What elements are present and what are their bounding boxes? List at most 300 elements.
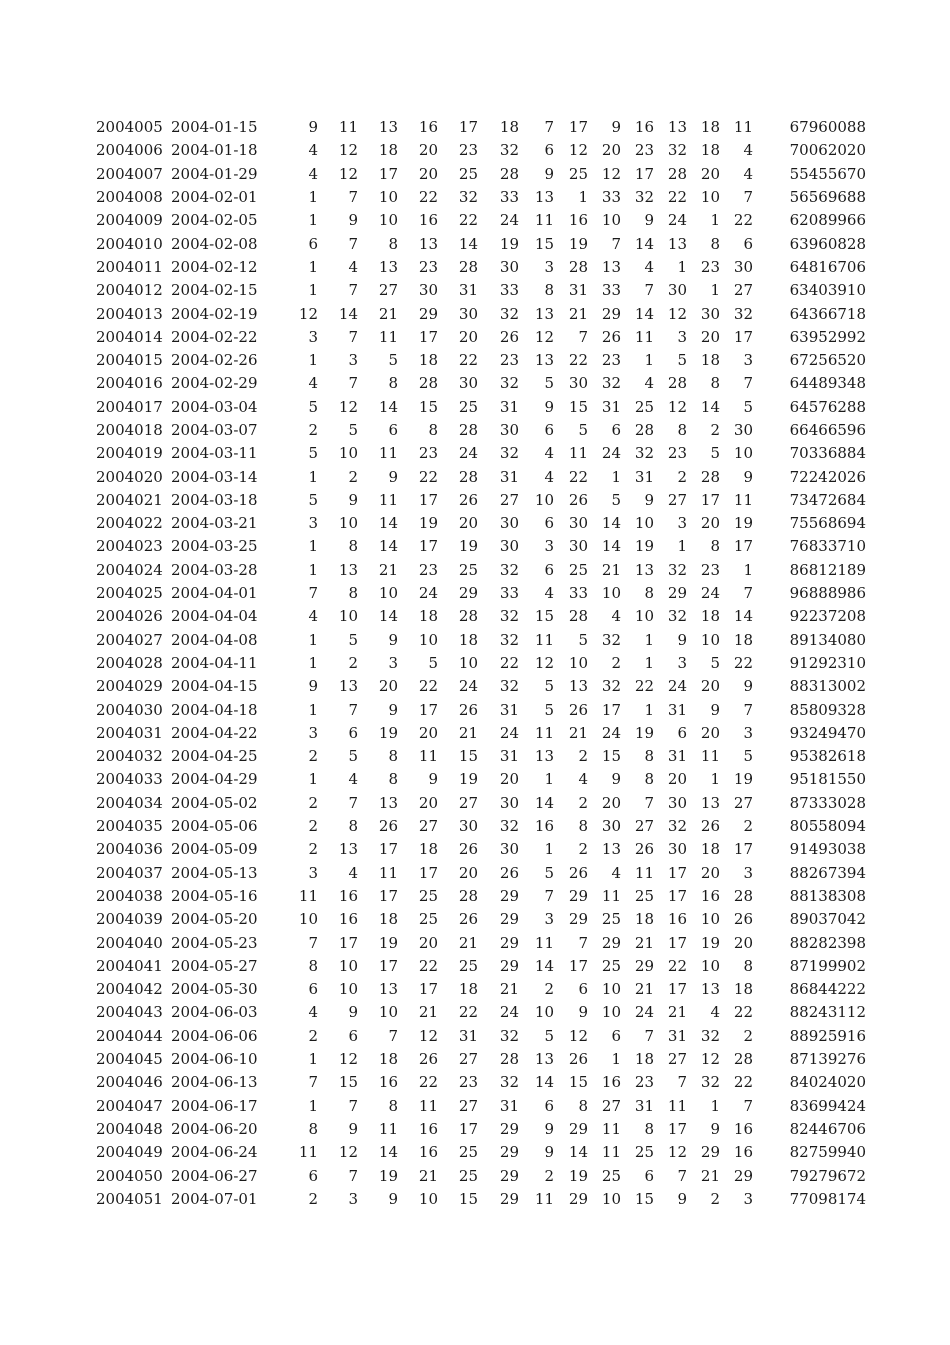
issue-number-cell: 2004030	[96, 700, 163, 719]
special-ball-cell: 13	[534, 188, 554, 207]
sales-amount-cell: 56569688	[789, 188, 866, 207]
order-5-cell: 1	[710, 1096, 720, 1115]
ball-6-cell: 33	[499, 281, 519, 300]
ball-4-cell: 20	[418, 723, 438, 742]
ball-4-cell: 11	[418, 1096, 438, 1115]
ball-2-cell: 8	[348, 584, 358, 603]
ball-4-cell: 17	[418, 700, 438, 719]
order-6-cell: 18	[733, 980, 753, 999]
ball-1-cell: 1	[308, 1096, 318, 1115]
ball-6-cell: 24	[499, 1003, 519, 1022]
order-6-cell: 20	[733, 933, 753, 952]
issue-number-cell: 2004031	[96, 723, 163, 742]
issue-number-cell: 2004018	[96, 421, 163, 439]
special-ball-cell: 4	[544, 584, 554, 603]
order-5-cell: 11	[700, 747, 720, 766]
order-5-cell: 18	[700, 351, 720, 370]
draw-date-cell: 2004-04-25	[171, 747, 258, 766]
order-1-cell: 29	[568, 886, 588, 905]
draw-date-cell: 2004-05-16	[171, 886, 258, 905]
order-4-cell: 21	[667, 1003, 687, 1022]
ball-4-cell: 20	[418, 141, 438, 160]
ball-1-cell: 2	[308, 747, 318, 766]
order-1-cell: 2	[578, 747, 588, 766]
ball-3-cell: 9	[388, 630, 398, 649]
order-2-cell: 12	[601, 164, 621, 183]
order-6-cell: 4	[743, 141, 753, 160]
sales-amount-cell: 64816706	[789, 257, 866, 276]
order-4-cell: 32	[667, 607, 687, 626]
order-3-cell: 6	[644, 1166, 654, 1185]
draw-date-cell: 2004-03-21	[171, 514, 258, 533]
order-4-cell: 17	[667, 886, 687, 905]
ball-3-cell: 26	[378, 817, 398, 836]
ball-1-cell: 5	[308, 490, 318, 509]
order-6-cell: 9	[743, 467, 753, 486]
ball-6-cell: 27	[499, 490, 519, 509]
ball-4-cell: 20	[418, 164, 438, 183]
order-3-cell: 8	[644, 770, 654, 789]
order-5-cell: 23	[700, 257, 720, 276]
ball-1-cell: 1	[308, 211, 318, 230]
order-3-cell: 1	[644, 351, 654, 370]
sales-amount-cell: 88267394	[789, 863, 866, 882]
ball-5-cell: 29	[458, 584, 478, 603]
order-4-cell: 20	[667, 770, 687, 789]
order-3-cell: 7	[644, 1026, 654, 1045]
draw-date-cell: 2004-02-29	[171, 374, 258, 393]
ball-1-cell: 2	[308, 1026, 318, 1045]
ball-3-cell: 17	[378, 886, 398, 905]
order-2-cell: 32	[601, 677, 621, 696]
order-5-cell: 17	[700, 490, 720, 509]
ball-3-cell: 8	[388, 374, 398, 393]
table-row	[96, 1164, 866, 1187]
order-3-cell: 21	[634, 980, 654, 999]
ball-2-cell: 10	[338, 980, 358, 999]
draw-date-cell: 2004-05-20	[171, 910, 258, 929]
ball-5-cell: 25	[458, 1143, 478, 1162]
ball-6-cell: 32	[499, 607, 519, 626]
sales-amount-cell: 75568694	[789, 514, 866, 533]
draw-date-cell: 2004-04-18	[171, 700, 258, 719]
ball-5-cell: 26	[458, 700, 478, 719]
order-1-cell: 28	[568, 257, 588, 276]
order-6-cell: 3	[743, 723, 753, 742]
order-3-cell: 4	[644, 257, 654, 276]
special-ball-cell: 4	[544, 467, 554, 486]
order-3-cell: 1	[644, 700, 654, 719]
special-ball-cell: 7	[544, 118, 554, 137]
order-4-cell: 32	[667, 817, 687, 836]
table-row	[96, 163, 866, 186]
ball-2-cell: 10	[338, 444, 358, 463]
order-6-cell: 7	[743, 700, 753, 719]
ball-5-cell: 24	[458, 444, 478, 463]
order-6-cell: 22	[733, 211, 753, 230]
ball-1-cell: 6	[308, 1166, 318, 1185]
ball-4-cell: 25	[418, 910, 438, 929]
ball-2-cell: 7	[348, 188, 358, 207]
order-6-cell: 11	[733, 490, 753, 509]
table-row	[96, 955, 866, 978]
draw-date-cell: 2004-02-12	[171, 257, 258, 276]
special-ball-cell: 6	[544, 514, 554, 533]
order-6-cell: 17	[733, 537, 753, 556]
special-ball-cell: 11	[534, 630, 554, 649]
ball-1-cell: 12	[298, 304, 318, 323]
order-1-cell: 22	[568, 467, 588, 486]
order-2-cell: 9	[611, 118, 621, 137]
order-6-cell: 30	[733, 421, 753, 439]
order-3-cell: 1	[644, 630, 654, 649]
order-5-cell: 2	[710, 1189, 720, 1208]
ball-6-cell: 32	[499, 374, 519, 393]
ball-1-cell: 2	[308, 817, 318, 836]
table-row	[96, 1118, 866, 1141]
table-row	[96, 815, 866, 838]
ball-4-cell: 15	[418, 397, 438, 416]
issue-number-cell: 2004040	[96, 933, 163, 952]
ball-6-cell: 33	[499, 584, 519, 603]
ball-5-cell: 21	[458, 723, 478, 742]
ball-2-cell: 9	[348, 211, 358, 230]
table-row	[96, 209, 866, 232]
order-1-cell: 21	[568, 723, 588, 742]
ball-5-cell: 21	[458, 933, 478, 952]
issue-number-cell: 2004047	[96, 1096, 163, 1115]
ball-6-cell: 19	[499, 234, 519, 253]
ball-6-cell: 30	[499, 257, 519, 276]
order-6-cell: 3	[743, 1189, 753, 1208]
order-2-cell: 7	[611, 234, 621, 253]
sales-amount-cell: 89134080	[789, 630, 866, 649]
ball-2-cell: 6	[348, 723, 358, 742]
table-row	[96, 419, 866, 442]
order-6-cell: 7	[743, 374, 753, 393]
special-ball-cell: 10	[534, 490, 554, 509]
issue-number-cell: 2004046	[96, 1073, 163, 1092]
order-4-cell: 11	[667, 1096, 687, 1115]
ball-3-cell: 20	[378, 677, 398, 696]
order-4-cell: 24	[667, 677, 687, 696]
order-4-cell: 31	[667, 747, 687, 766]
ball-6-cell: 31	[499, 467, 519, 486]
order-3-cell: 11	[634, 327, 654, 346]
ball-5-cell: 26	[458, 490, 478, 509]
ball-3-cell: 9	[388, 467, 398, 486]
ball-1-cell: 4	[308, 141, 318, 160]
order-2-cell: 24	[601, 444, 621, 463]
ball-2-cell: 13	[338, 560, 358, 579]
ball-5-cell: 20	[458, 514, 478, 533]
ball-3-cell: 8	[388, 1096, 398, 1115]
ball-6-cell: 32	[499, 444, 519, 463]
special-ball-cell: 15	[534, 234, 554, 253]
sales-amount-cell: 80558094	[789, 817, 866, 836]
order-4-cell: 3	[677, 327, 687, 346]
draw-date-cell: 2004-07-01	[171, 1189, 258, 1208]
sales-amount-cell: 82759940	[789, 1143, 866, 1162]
ball-2-cell: 4	[348, 863, 358, 882]
issue-number-cell: 2004041	[96, 956, 163, 975]
ball-6-cell: 20	[499, 770, 519, 789]
special-ball-cell: 4	[544, 444, 554, 463]
ball-2-cell: 8	[348, 817, 358, 836]
special-ball-cell: 11	[534, 723, 554, 742]
order-1-cell: 25	[568, 164, 588, 183]
order-6-cell: 16	[733, 1143, 753, 1162]
order-4-cell: 12	[667, 304, 687, 323]
order-3-cell: 13	[634, 560, 654, 579]
draw-date-cell: 2004-04-22	[171, 723, 258, 742]
order-6-cell: 10	[733, 444, 753, 463]
ball-3-cell: 16	[378, 1073, 398, 1092]
sales-amount-cell: 92237208	[789, 607, 866, 626]
order-5-cell: 12	[700, 1050, 720, 1069]
order-6-cell: 22	[733, 1003, 753, 1022]
issue-number-cell: 2004036	[96, 840, 163, 859]
ball-6-cell: 24	[499, 211, 519, 230]
order-4-cell: 27	[667, 490, 687, 509]
sales-amount-cell: 64576288	[789, 397, 866, 416]
ball-1-cell: 1	[308, 630, 318, 649]
table-row	[96, 1188, 866, 1211]
order-2-cell: 10	[601, 1189, 621, 1208]
order-4-cell: 29	[667, 584, 687, 603]
ball-3-cell: 13	[378, 980, 398, 999]
table-row	[96, 326, 866, 349]
ball-2-cell: 7	[348, 234, 358, 253]
ball-4-cell: 23	[418, 444, 438, 463]
ball-1-cell: 1	[308, 700, 318, 719]
order-4-cell: 17	[667, 933, 687, 952]
sales-amount-cell: 55455670	[789, 164, 866, 183]
sales-amount-cell: 86844222	[789, 980, 866, 999]
ball-4-cell: 8	[428, 421, 438, 439]
ball-6-cell: 24	[499, 723, 519, 742]
order-1-cell: 2	[578, 840, 588, 859]
issue-number-cell: 2004028	[96, 653, 163, 672]
ball-5-cell: 28	[458, 421, 478, 439]
order-3-cell: 25	[634, 886, 654, 905]
sales-amount-cell: 95382618	[789, 747, 866, 766]
ball-3-cell: 14	[378, 537, 398, 556]
ball-1-cell: 2	[308, 1189, 318, 1208]
sales-amount-cell: 72242026	[789, 467, 866, 486]
ball-1-cell: 4	[308, 1003, 318, 1022]
order-2-cell: 15	[601, 747, 621, 766]
issue-number-cell: 2004029	[96, 677, 163, 696]
order-1-cell: 5	[578, 421, 588, 439]
order-1-cell: 5	[578, 630, 588, 649]
order-2-cell: 26	[601, 327, 621, 346]
order-2-cell: 24	[601, 723, 621, 742]
ball-5-cell: 22	[458, 351, 478, 370]
ball-3-cell: 14	[378, 607, 398, 626]
ball-2-cell: 9	[348, 1003, 358, 1022]
order-3-cell: 21	[634, 933, 654, 952]
issue-number-cell: 2004010	[96, 234, 163, 253]
order-1-cell: 17	[568, 118, 588, 137]
order-4-cell: 13	[667, 118, 687, 137]
ball-2-cell: 12	[338, 141, 358, 160]
special-ball-cell: 5	[544, 1026, 554, 1045]
issue-number-cell: 2004025	[96, 584, 163, 603]
order-5-cell: 9	[710, 1119, 720, 1138]
sales-amount-cell: 87139276	[789, 1050, 866, 1069]
order-5-cell: 8	[710, 537, 720, 556]
order-3-cell: 7	[644, 793, 654, 812]
ball-2-cell: 4	[348, 770, 358, 789]
ball-5-cell: 31	[458, 1026, 478, 1045]
order-2-cell: 25	[601, 1166, 621, 1185]
ball-5-cell: 22	[458, 1003, 478, 1022]
issue-number-cell: 2004050	[96, 1166, 163, 1185]
ball-2-cell: 3	[348, 1189, 358, 1208]
issue-number-cell: 2004014	[96, 327, 163, 346]
order-2-cell: 14	[601, 537, 621, 556]
issue-number-cell: 2004043	[96, 1003, 163, 1022]
ball-3-cell: 6	[388, 421, 398, 439]
issue-number-cell: 2004045	[96, 1050, 163, 1069]
ball-3-cell: 13	[378, 793, 398, 812]
table-row	[96, 372, 866, 395]
special-ball-cell: 13	[534, 1050, 554, 1069]
ball-4-cell: 16	[418, 1119, 438, 1138]
order-3-cell: 29	[634, 956, 654, 975]
ball-4-cell: 9	[428, 770, 438, 789]
ball-1-cell: 9	[308, 118, 318, 137]
draw-date-cell: 2004-06-17	[171, 1096, 258, 1115]
ball-3-cell: 21	[378, 560, 398, 579]
order-1-cell: 10	[568, 653, 588, 672]
order-4-cell: 30	[667, 281, 687, 300]
ball-2-cell: 7	[348, 1096, 358, 1115]
draw-date-cell: 2004-05-13	[171, 863, 258, 882]
ball-3-cell: 19	[378, 1166, 398, 1185]
order-2-cell: 4	[611, 607, 621, 626]
order-5-cell: 20	[700, 327, 720, 346]
order-5-cell: 10	[700, 910, 720, 929]
order-6-cell: 7	[743, 188, 753, 207]
order-2-cell: 29	[601, 304, 621, 323]
order-4-cell: 27	[667, 1050, 687, 1069]
ball-5-cell: 28	[458, 467, 478, 486]
issue-number-cell: 2004033	[96, 770, 163, 789]
issue-number-cell: 2004026	[96, 607, 163, 626]
order-2-cell: 13	[601, 257, 621, 276]
sales-amount-cell: 63960828	[789, 234, 866, 253]
ball-5-cell: 27	[458, 1096, 478, 1115]
special-ball-cell: 3	[544, 537, 554, 556]
sales-amount-cell: 86812189	[789, 560, 866, 579]
order-2-cell: 11	[601, 886, 621, 905]
issue-number-cell: 2004042	[96, 980, 163, 999]
order-3-cell: 31	[634, 467, 654, 486]
sales-amount-cell: 67256520	[789, 351, 866, 370]
issue-number-cell: 2004012	[96, 281, 163, 300]
special-ball-cell: 11	[534, 933, 554, 952]
order-5-cell: 2	[710, 421, 720, 439]
ball-6-cell: 22	[499, 653, 519, 672]
ball-5-cell: 17	[458, 1119, 478, 1138]
order-4-cell: 9	[677, 630, 687, 649]
draw-date-cell: 2004-06-20	[171, 1119, 258, 1138]
draw-date-cell: 2004-01-29	[171, 164, 258, 183]
ball-5-cell: 18	[458, 630, 478, 649]
order-6-cell: 6	[743, 234, 753, 253]
ball-1-cell: 1	[308, 281, 318, 300]
ball-3-cell: 19	[378, 723, 398, 742]
ball-2-cell: 3	[348, 351, 358, 370]
table-row	[96, 1141, 866, 1164]
ball-4-cell: 19	[418, 514, 438, 533]
order-2-cell: 10	[601, 1003, 621, 1022]
ball-5-cell: 15	[458, 747, 478, 766]
order-5-cell: 29	[700, 1143, 720, 1162]
ball-2-cell: 5	[348, 630, 358, 649]
order-5-cell: 13	[700, 980, 720, 999]
ball-3-cell: 9	[388, 1189, 398, 1208]
ball-4-cell: 17	[418, 490, 438, 509]
order-6-cell: 29	[733, 1166, 753, 1185]
sales-amount-cell: 87199902	[789, 956, 866, 975]
ball-4-cell: 16	[418, 118, 438, 137]
ball-1-cell: 1	[308, 351, 318, 370]
ball-6-cell: 32	[499, 1073, 519, 1092]
order-5-cell: 24	[700, 584, 720, 603]
order-3-cell: 24	[634, 1003, 654, 1022]
order-2-cell: 20	[601, 793, 621, 812]
issue-number-cell: 2004006	[96, 141, 163, 160]
order-1-cell: 26	[568, 1050, 588, 1069]
draw-date-cell: 2004-02-01	[171, 188, 258, 207]
special-ball-cell: 12	[534, 653, 554, 672]
ball-4-cell: 24	[418, 584, 438, 603]
ball-2-cell: 9	[348, 490, 358, 509]
ball-4-cell: 12	[418, 1026, 438, 1045]
order-4-cell: 30	[667, 840, 687, 859]
order-5-cell: 16	[700, 886, 720, 905]
order-6-cell: 7	[743, 584, 753, 603]
order-5-cell: 19	[700, 933, 720, 952]
order-4-cell: 6	[677, 723, 687, 742]
ball-5-cell: 27	[458, 793, 478, 812]
order-3-cell: 8	[644, 584, 654, 603]
sales-amount-cell: 96888986	[789, 584, 866, 603]
ball-5-cell: 18	[458, 980, 478, 999]
order-2-cell: 1	[611, 467, 621, 486]
ball-2-cell: 11	[338, 118, 358, 137]
ball-5-cell: 23	[458, 1073, 478, 1092]
special-ball-cell: 1	[544, 840, 554, 859]
order-2-cell: 6	[611, 1026, 621, 1045]
ball-5-cell: 26	[458, 910, 478, 929]
draw-date-cell: 2004-05-06	[171, 817, 258, 836]
special-ball-cell: 3	[544, 257, 554, 276]
ball-3-cell: 18	[378, 141, 398, 160]
order-4-cell: 1	[677, 257, 687, 276]
ball-3-cell: 21	[378, 304, 398, 323]
ball-4-cell: 17	[418, 537, 438, 556]
draw-date-cell: 2004-02-08	[171, 234, 258, 253]
ball-3-cell: 8	[388, 747, 398, 766]
special-ball-cell: 14	[534, 793, 554, 812]
ball-4-cell: 10	[418, 1189, 438, 1208]
ball-1-cell: 3	[308, 514, 318, 533]
ball-4-cell: 20	[418, 933, 438, 952]
